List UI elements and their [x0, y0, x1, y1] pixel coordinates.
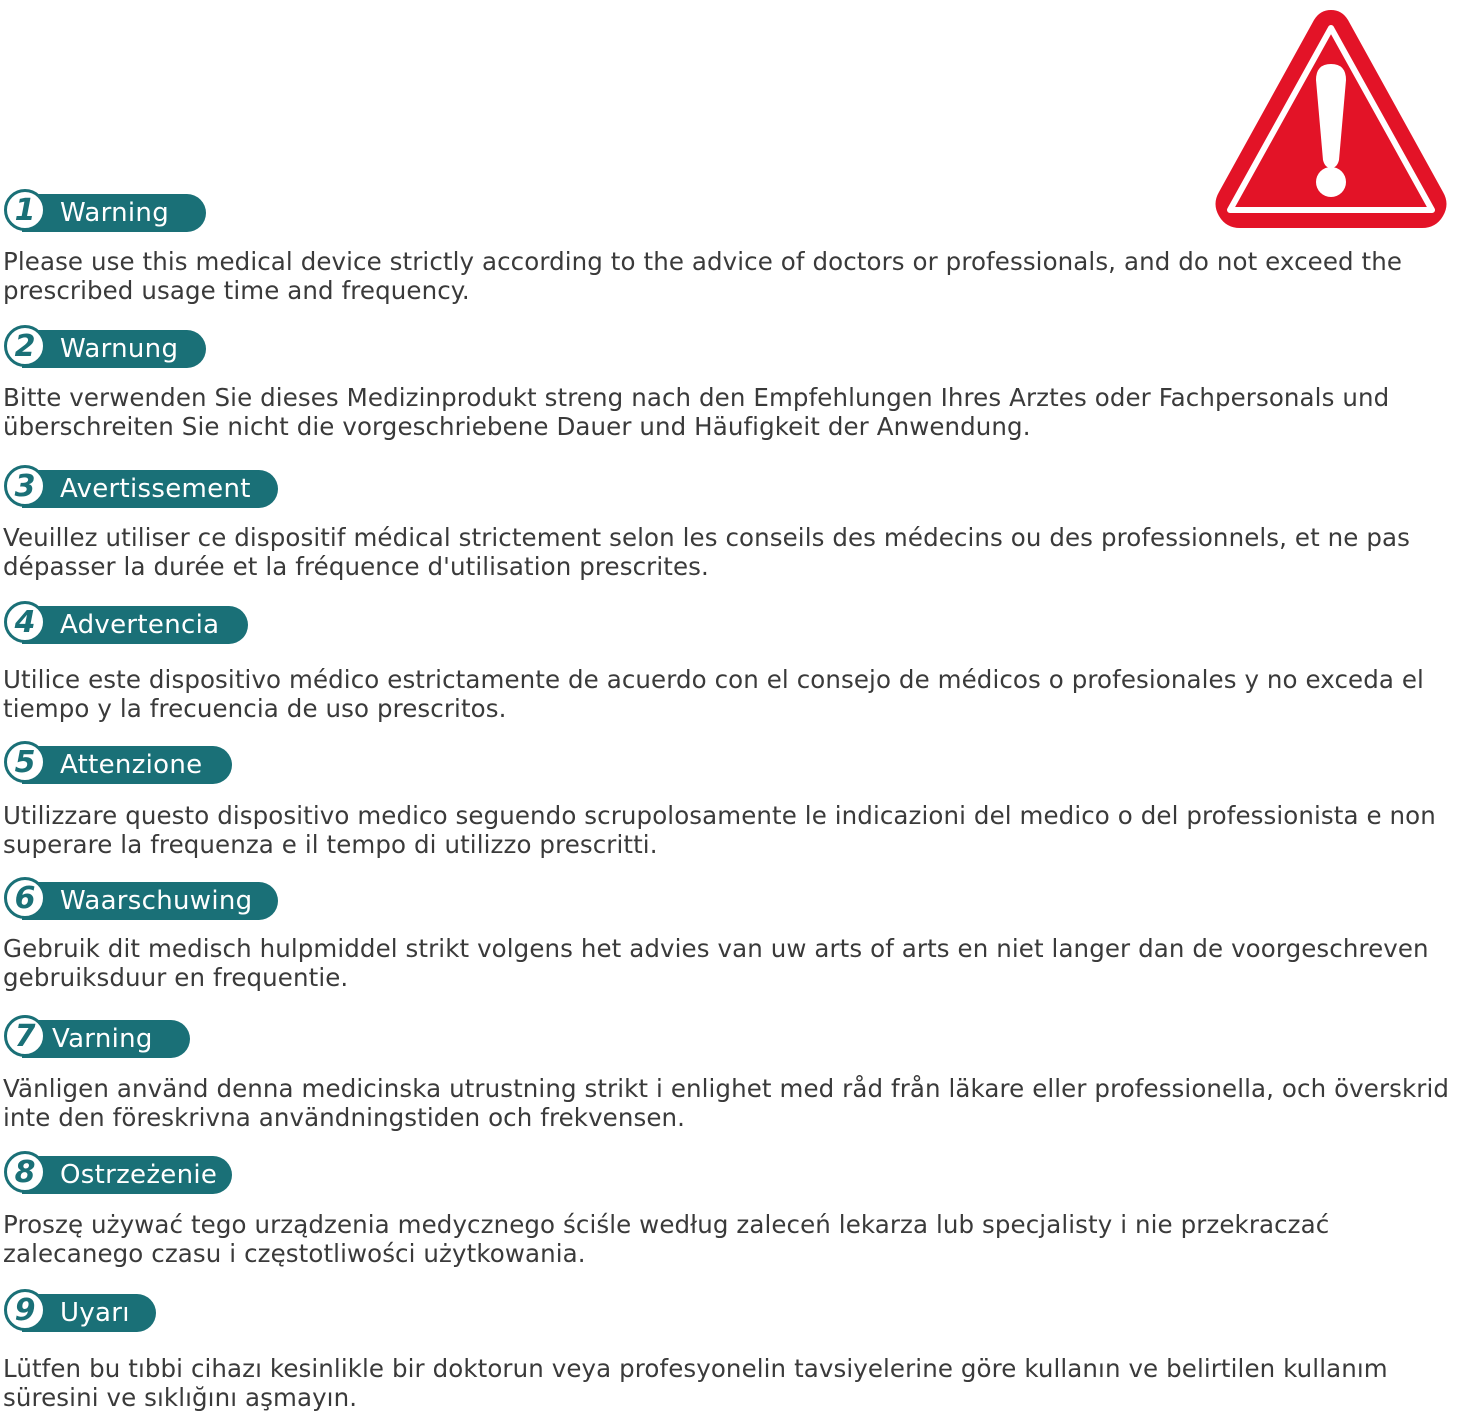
section-badge — [4, 324, 178, 368]
section-number: 6 — [4, 877, 46, 919]
section-badge — [4, 1288, 130, 1332]
section-badge — [4, 740, 202, 784]
section-text: Proszę używać tego urządzenia medycznego ściśle według zaleceń lekarza lub specjalisty i nie przekraczać zalecanego czasu i częstotliwości użytkowania. — [3, 1210, 1330, 1268]
section-number: 5 — [4, 741, 46, 783]
section-badge — [4, 1014, 153, 1058]
section-badge — [4, 464, 251, 508]
warning-triangle-icon — [1212, 2, 1450, 232]
section-title: Varning — [52, 1024, 153, 1054]
section-title: Warnung — [60, 334, 179, 364]
section-badge — [4, 188, 169, 232]
section-title: Ostrzeżenie — [60, 1160, 218, 1190]
section-text: Lütfen bu tıbbi cihazı kesinlikle bir doktorun veya profesyonelin tavsiyelerine göre kullanın ve belirtilen kullanım süresini ve sıklığını aşmayın. — [3, 1354, 1388, 1412]
section-title: Warning — [60, 198, 169, 228]
section-number: 7 — [4, 1015, 46, 1057]
section-number: 8 — [4, 1151, 46, 1193]
section-title: Attenzione — [60, 750, 203, 780]
section-number: 1 — [4, 189, 46, 231]
section-text: Gebruik dit medisch hulpmiddel strikt volgens het advies van uw arts of arts en niet langer dan de voorgeschreven gebruiksduur en frequentie. — [3, 934, 1429, 992]
section-title: Avertissement — [60, 474, 251, 504]
section-title: Waarschuwing — [60, 886, 253, 916]
section-title: Advertencia — [60, 610, 220, 640]
section-number: 9 — [4, 1289, 46, 1331]
section-text: Utilizzare questo dispositivo medico seguendo scrupolosamente le indicazioni del medico o del professionista e non superare la frequenza e il tempo di utilizzo prescritti. — [3, 801, 1436, 859]
section-badge — [4, 1150, 217, 1194]
section-text: Utilice este dispositivo médico estrictamente de acuerdo con el consejo de médicos o profesionales y no exceda el tiempo y la frecuencia de uso prescritos. — [3, 665, 1424, 723]
section-number: 4 — [4, 601, 46, 643]
section-text: Please use this medical device strictly according to the advice of doctors or professionals, and do not exceed the prescribed usage time and frequency. — [3, 247, 1403, 305]
section-text: Veuillez utiliser ce dispositif médical strictement selon les conseils des médecins ou des professionnels, et ne pas dépasser la durée et la fréquence d'utilisation prescrites. — [3, 523, 1410, 581]
section-text: Bitte verwenden Sie dieses Medizinprodukt streng nach den Empfehlungen Ihres Arztes oder Fachpersonals und überschreiten Sie nicht die vorgeschriebene Dauer und Häufigkeit der Anwendung. — [3, 383, 1390, 441]
section-number: 2 — [4, 325, 46, 367]
section-title: Uyarı — [60, 1298, 130, 1328]
section-number: 3 — [4, 465, 46, 507]
section-text: Vänligen använd denna medicinska utrustning strikt i enlighet med råd från läkare eller professionella, och överskrid inte den föreskrivna användningstiden och frekvensen. — [3, 1074, 1450, 1132]
section-badge — [4, 600, 219, 644]
section-badge — [4, 876, 252, 920]
